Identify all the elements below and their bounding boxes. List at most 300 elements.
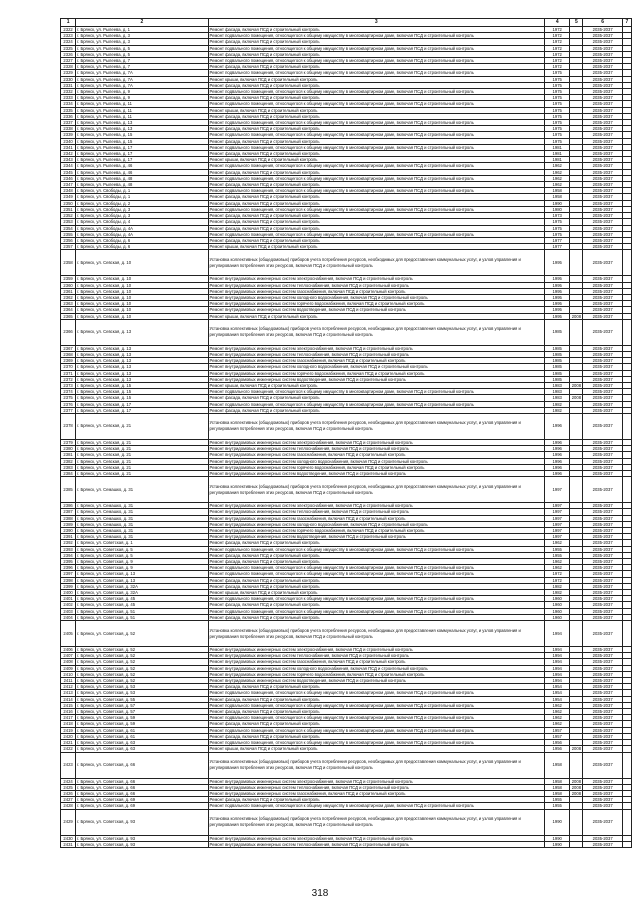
table-cell-col-1: 2373 xyxy=(61,382,76,388)
table-cell-col-3: Ремонт фасада, включая ПСД и строительный контроль xyxy=(208,696,545,702)
table-cell-col-1: 2387 xyxy=(61,509,76,515)
table-cell-col-4: 1982 xyxy=(545,407,570,413)
table-cell-col-4: 1975 xyxy=(545,126,570,132)
table-cell-col-5: 2008 xyxy=(571,313,582,319)
table-cell-col-4: 1957 xyxy=(545,727,570,733)
table-cell-col-4: 1962 xyxy=(545,721,570,727)
table-cell-col-4: 1985 xyxy=(545,370,570,376)
table-cell-col-1: 2353 xyxy=(61,219,76,225)
table-cell-col-2: г. Брянск, ул. Советская, д. 32А xyxy=(76,590,208,596)
table-cell-col-2: г. Брянск, ул. Рылеева, д. 7 xyxy=(76,64,208,70)
table-cell-col-6: 2035-2037 xyxy=(583,602,622,608)
table-cell-col-2: г. Брянск, ул. Советская, д. 45 xyxy=(76,602,208,608)
table-cell-col-2: г. Брянск, ул. Советская, д. 9 xyxy=(76,559,208,565)
table-cell-col-3: Ремонт фасада, включая ПСД и строительный контроль xyxy=(208,721,545,727)
table-cell-col-3: Ремонт фасада, включая ПСД и строительный контроль xyxy=(208,194,545,200)
table-cell-col-3: Ремонт внутридомовых инженерных систем газоснабжения, включая ПСД и строительный контроль xyxy=(208,358,545,364)
table-cell-col-2: г. Брянск, ул. Советская, д. 53 xyxy=(76,684,208,690)
table-cell-col-3: Установка коллективных (общедомовых) приборов учета потребления ресурсов, необходимых для предоставления коммунальных услуг, и узлов управления и регулирования потребления этих ресурсов, включая ПСД и строительный контроль xyxy=(208,413,545,439)
table-cell-col-1: 2395 xyxy=(61,559,76,565)
table-cell-col-3: Ремонт внутридомовых инженерных систем электроснабжения, включая ПСД и строительный контроль xyxy=(208,835,545,841)
table-cell-col-2: г. Брянск, ул. Севская, д. 10 xyxy=(76,313,208,319)
table-cell-col-6: 2035-2037 xyxy=(583,395,622,401)
table-cell-col-1: 2337 xyxy=(61,120,76,126)
table-cell-col-3: Ремонт внутридомовых инженерных систем холодного водоснабжения, включая ПСД и строительный контроль xyxy=(208,458,545,464)
table-cell-col-2: г. Брянск, ул. Советская, д. 55 xyxy=(76,696,208,702)
table-cell-col-6: 2035-2037 xyxy=(583,175,622,181)
table-cell-col-2: г. Брянск, ул. Севская, д. 10 xyxy=(76,250,208,276)
table-cell-col-2: г. Брянск, ул. Советская, д. 5 xyxy=(76,552,208,558)
table-cell-col-3: Ремонт подвального помещения, относящегося к общему имуществу в многоквартирном доме, включая ПСД и строительный контроль xyxy=(208,401,545,407)
table-cell-col-2: г. Брянск, ул. Советская, д. 52 xyxy=(76,659,208,665)
table-cell-col-2: г. Брянск, ул. Семашко, д. 31 xyxy=(76,534,208,540)
table-cell-col-2: г. Брянск, ул. Семашко, д. 31 xyxy=(76,528,208,534)
table-cell-col-2: г. Брянск, ул. Севская, д. 21 xyxy=(76,470,208,476)
table-cell-col-5 xyxy=(570,621,583,647)
table-cell-col-4: 1975 xyxy=(545,225,570,231)
table-cell-col-1: 2334 xyxy=(61,101,76,107)
table-cell-col-6: 2035-2037 xyxy=(583,319,622,345)
table-cell-col-3: Ремонт фасада, включая ПСД и строительный контроль xyxy=(208,540,545,546)
table-cell-col-3: Ремонт подвального помещения, относящегося к общему имуществу в многоквартирном доме, включая ПСД и строительный контроль xyxy=(208,546,545,552)
table-cell-col-6: 2035-2037 xyxy=(583,684,622,690)
table-row xyxy=(61,752,632,778)
table-cell-col-6: 2035-2037 xyxy=(583,577,622,583)
table-cell-col-2: г. Брянск, ул. Советская, д. 93 xyxy=(76,835,208,841)
table-cell-col-4: 1995 xyxy=(545,288,570,294)
table-cell-col-3: Ремонт подвального помещения, относящегося к общему имуществу в многоквартирном доме, включая ПСД и строительный контроль xyxy=(208,727,545,733)
table-cell-col-4: 1975 xyxy=(545,89,570,95)
table-cell-col-2: г. Брянск, ул. Советская, д. 61 xyxy=(76,727,208,733)
table-cell-col-1: 2378 xyxy=(61,413,76,439)
table-cell-col-1: 2333 xyxy=(61,95,76,101)
table-cell-col-6: 2035-2037 xyxy=(583,809,622,835)
table-cell-col-4: 1962 xyxy=(545,182,570,188)
table-cell-col-1: 2327 xyxy=(61,58,76,64)
table-cell-col-4: 1955 xyxy=(545,803,570,809)
table-cell-col-6: 2035-2037 xyxy=(583,715,622,721)
table-cell-col-6: 2035-2037 xyxy=(583,835,622,841)
table-cell-col-6: 2035-2037 xyxy=(583,790,622,796)
table-cell-col-5 xyxy=(570,319,583,345)
table-cell-col-3: Ремонт фасада, включая ПСД и строительный контроль xyxy=(208,577,545,583)
table-cell-col-2: г. Брянск, ул. Советская, д. 57 xyxy=(76,709,208,715)
table-cell-col-6: 2035-2037 xyxy=(583,70,622,76)
table-cell-col-3: Ремонт подвального помещения, относящегося к общему имуществу в многоквартирном доме, включая ПСД и строительный контроль xyxy=(208,45,545,51)
table-cell-col-2: г. Брянск, ул. Севская, д. 10 xyxy=(76,288,208,294)
table-cell-col-6: 2035-2037 xyxy=(583,407,622,413)
table-cell-col-1: 2360 xyxy=(61,282,76,288)
table-cell-col-2: г. Брянск, ул. Свободы, д. 6 xyxy=(76,237,208,243)
table-body xyxy=(61,27,632,848)
table-cell-col-1: 2377 xyxy=(61,407,76,413)
table-cell-col-1: 2351 xyxy=(61,206,76,212)
table-cell-col-1: 2348 xyxy=(61,188,76,194)
table-header-row xyxy=(61,19,632,27)
table-cell-col-2: г. Брянск, ул. Советская, д. 63 xyxy=(76,740,208,746)
table-cell-col-1: 2324 xyxy=(61,39,76,45)
table-cell-col-6: 2035-2037 xyxy=(583,132,622,138)
table-cell-col-4: 1958 xyxy=(545,778,570,784)
table-cell-col-4: 1996 xyxy=(545,413,570,439)
table-cell-col-4: 1975 xyxy=(545,138,570,144)
table-cell-col-7 xyxy=(622,250,631,276)
table-cell-col-1: 2410 xyxy=(61,671,76,677)
table-cell-col-1: 2376 xyxy=(61,401,76,407)
table-cell-col-2: г. Брянск, ул. Севская, д. 21 xyxy=(76,446,208,452)
table-cell-col-1: 2406 xyxy=(61,647,76,653)
table-cell-col-2: г. Брянск, ул. Севская, д. 21 xyxy=(76,439,208,445)
table-cell-col-1: 2421 xyxy=(61,740,76,746)
table-cell-col-4: 1960 xyxy=(545,614,570,620)
table-cell-col-4: 1960 xyxy=(545,608,570,614)
table-cell-col-1: 2359 xyxy=(61,276,76,282)
table-cell-col-2: г. Брянск, ул. Семашко, д. 31 xyxy=(76,503,208,509)
table-cell-col-6: 2035-2037 xyxy=(583,503,622,509)
table-cell-col-4: 1996 xyxy=(545,470,570,476)
table-cell-col-1: 2343 xyxy=(61,157,76,163)
table-cell-col-4: 1975 xyxy=(545,76,570,82)
table-cell-col-6: 2035-2037 xyxy=(583,76,622,82)
table-cell-col-2: г. Брянск, ул. Советская, д. 5 xyxy=(76,546,208,552)
table-cell-col-4: 1958 xyxy=(545,752,570,778)
table-cell-col-2: г. Брянск, ул. Рылеева, д. 3 xyxy=(76,33,208,39)
table-cell-col-3: Ремонт фасада, включая ПСД и строительный контроль xyxy=(208,95,545,101)
table-cell-col-2: г. Брянск, ул. Рылеева, д. 46 xyxy=(76,169,208,175)
table-cell-col-4: 1972 xyxy=(545,64,570,70)
table-cell-col-6: 2035-2037 xyxy=(583,803,622,809)
table-cell-col-6: 2035-2037 xyxy=(583,163,622,169)
table-cell-col-1: 2341 xyxy=(61,144,76,150)
table-cell-col-6: 2035-2037 xyxy=(583,721,622,727)
table-cell-col-1: 2418 xyxy=(61,721,76,727)
table-cell-col-1: 2368 xyxy=(61,351,76,357)
table-cell-col-2: г. Брянск, ул. Советская, д. 69 xyxy=(76,797,208,803)
table-cell-col-3: Ремонт внутридомовых инженерных систем теплоснабжения, включая ПСД и строительный контроль xyxy=(208,509,545,515)
table-cell-col-3: Ремонт внутридомовых инженерных систем теплоснабжения, включая ПСД и строительный контроль xyxy=(208,446,545,452)
table-cell-col-1: 2371 xyxy=(61,370,76,376)
table-cell-col-2: г. Брянск, ул. Советская, д. 53 xyxy=(76,690,208,696)
table-cell-col-4: 1962 xyxy=(545,565,570,571)
table-cell-col-4: 1985 xyxy=(545,319,570,345)
table-cell-col-7 xyxy=(622,809,631,835)
table-cell-col-3: Ремонт фасада, включая ПСД и строительный контроль xyxy=(208,51,545,57)
table-cell-col-4: 1994 xyxy=(545,671,570,677)
table-cell-col-3: Ремонт фасада, включая ПСД и строительный контроль xyxy=(208,733,545,739)
table-cell-col-6: 2035-2037 xyxy=(583,276,622,282)
table-cell-col-4: 1975 xyxy=(545,231,570,237)
table-cell-col-2: г. Брянск, ул. Советская, д. 93 xyxy=(76,841,208,847)
table-cell-col-2: г. Брянск, ул. Советская, д. 13 xyxy=(76,571,208,577)
table-cell-col-4: 1975 xyxy=(545,101,570,107)
table-cell-col-6: 2035-2037 xyxy=(583,509,622,515)
table-cell-col-6: 2035-2037 xyxy=(583,439,622,445)
table-cell-col-3: Ремонт подвального помещения, относящегося к общему имуществу в многоквартирном доме, включая ПСД и строительный контроль xyxy=(208,188,545,194)
table-cell-col-4: 1985 xyxy=(545,376,570,382)
table-cell-col-2: г. Брянск, ул. Советская, д. 45 xyxy=(76,596,208,602)
table-cell-col-6: 2035-2037 xyxy=(583,151,622,157)
table-cell-col-3: Ремонт фасада, включая ПСД и строительный контроль xyxy=(208,709,545,715)
table-cell-col-2: г. Брянск, ул. Севская, д. 15 xyxy=(76,382,208,388)
table-cell-col-3: Ремонт внутридомовых инженерных систем холодного водоснабжения, включая ПСД и строительный контроль xyxy=(208,364,545,370)
table-cell-col-4: 1975 xyxy=(545,113,570,119)
table-cell-col-6: 2035-2037 xyxy=(583,27,622,33)
table-cell-col-2: г. Брянск, ул. Советская, д. 52 xyxy=(76,665,208,671)
table-cell-col-5 xyxy=(570,413,583,439)
table-cell-col-1: 2402 xyxy=(61,602,76,608)
table-cell-col-1: 2427 xyxy=(61,797,76,803)
table-cell-col-2: г. Брянск, ул. Севская, д. 15 xyxy=(76,395,208,401)
table-cell-col-2: г. Брянск, ул. Семашко, д. 31 xyxy=(76,477,208,503)
table-cell-col-6: 2035-2037 xyxy=(583,169,622,175)
table-cell-col-1: 2383 xyxy=(61,464,76,470)
table-cell-col-4: 1962 xyxy=(545,163,570,169)
table-cell-col-1: 2350 xyxy=(61,200,76,206)
table-cell-col-6: 2035-2037 xyxy=(583,95,622,101)
table-cell-col-6: 2035-2037 xyxy=(583,82,622,88)
table-cell-col-1: 2386 xyxy=(61,503,76,509)
table-cell-col-6: 2035-2037 xyxy=(583,33,622,39)
table-cell-col-1: 2338 xyxy=(61,126,76,132)
table-cell-col-6: 2035-2037 xyxy=(583,665,622,671)
table-cell-col-2: г. Брянск, ул. Советская, д. 52 xyxy=(76,647,208,653)
table-cell-col-1: 2344 xyxy=(61,163,76,169)
table-cell-col-2: г. Брянск, ул. Рылеева, д. 11 xyxy=(76,101,208,107)
table-cell-col-6: 2035-2037 xyxy=(583,621,622,647)
document-sheet xyxy=(60,18,632,848)
table-cell-col-3: Ремонт фасада, включая ПСД и строительный контроль xyxy=(208,583,545,589)
table-cell-col-4: 1958 xyxy=(545,784,570,790)
table-cell-col-2: г. Брянск, ул. Рылеева, д. 7А xyxy=(76,70,208,76)
table-cell-col-3: Ремонт крыши, включая ПСД и строительный контроль xyxy=(208,244,545,250)
table-cell-col-3: Установка коллективных (общедомовых) приборов учета потребления ресурсов, необходимых для предоставления коммунальных услуг, и узлов управления и регулирования потребления этих ресурсов, включая ПСД и строительный контроль xyxy=(208,319,545,345)
table-cell-col-5: 2008 xyxy=(571,778,582,784)
table-cell-col-2: г. Брянск, ул. Советская, д. 52 xyxy=(76,653,208,659)
table-cell-col-3: Ремонт подвального помещения, относящегося к общему имуществу в многоквартирном доме, включая ПСД и строительный контроль xyxy=(208,715,545,721)
table-cell-col-3: Ремонт фасада, включая ПСД и строительный контроль xyxy=(208,559,545,565)
table-cell-col-2: г. Брянск, ул. Рылеева, д. 48 xyxy=(76,175,208,181)
table-cell-col-1: 2398 xyxy=(61,577,76,583)
table-cell-col-3: Ремонт фасада, включая ПСД и строительный контроль xyxy=(208,602,545,608)
table-cell-col-2: г. Брянск, ул. Советская, д. 66 xyxy=(76,790,208,796)
table-cell-col-6: 2035-2037 xyxy=(583,470,622,476)
table-cell-col-4: 1958 xyxy=(545,790,570,796)
table-cell-col-1: 2375 xyxy=(61,395,76,401)
table-row xyxy=(61,413,632,439)
table-cell-col-6: 2035-2037 xyxy=(583,565,622,571)
table-cell-col-3: Ремонт фасада, включая ПСД и строительный контроль xyxy=(208,27,545,33)
table-cell-col-2: г. Брянск, ул. Советская, д. 1 xyxy=(76,540,208,546)
table-cell-col-4: 1977 xyxy=(545,244,570,250)
table-cell-col-3: Ремонт фасада, включая ПСД и строительный контроль xyxy=(208,39,545,45)
table-cell-col-2: г. Брянск, ул. Севская, д. 13 xyxy=(76,351,208,357)
table-cell-col-4: 1995 xyxy=(545,301,570,307)
table-cell-col-3: Ремонт фасада, включая ПСД и строительный контроль xyxy=(208,552,545,558)
table-cell-col-3: Ремонт внутридомовых инженерных систем горячего водоснабжения, включая ПСД и строительный контроль xyxy=(208,528,545,534)
table-cell-col-2: г. Брянск, ул. Рылеева, д. 17 xyxy=(76,144,208,150)
table-cell-col-4: 1982 xyxy=(545,401,570,407)
table-cell-col-4: 1983 xyxy=(545,389,570,395)
table-cell-col-2: г. Брянск, ул. Севская, д. 13 xyxy=(76,376,208,382)
table-cell-col-4: 1990 xyxy=(545,841,570,847)
table-cell-col-6: 2035-2037 xyxy=(583,219,622,225)
table-row xyxy=(61,809,632,835)
table-cell-col-3: Ремонт подвального помещения, относящегося к общему имуществу в многоквартирном доме, включая ПСД и строительный контроль xyxy=(208,231,545,237)
table-cell-col-6: 2035-2037 xyxy=(583,345,622,351)
table-cell-col-6: 2035-2037 xyxy=(583,797,622,803)
table-cell-col-6: 2035-2037 xyxy=(583,213,622,219)
table-cell-col-2: г. Брянск, ул. Рылеева, д. 9 xyxy=(76,89,208,95)
table-cell-col-6: 2035-2037 xyxy=(583,521,622,527)
table-cell-col-6: 2035-2037 xyxy=(583,528,622,534)
table-cell-col-1: 2379 xyxy=(61,439,76,445)
table-cell-col-4: 1985 xyxy=(545,351,570,357)
page-number: 318 xyxy=(311,888,329,899)
table-cell-col-4: 1972 xyxy=(545,27,570,33)
table-cell-col-4: 1996 xyxy=(545,464,570,470)
table-cell-col-1: 2332 xyxy=(61,89,76,95)
table-cell-col-6: 2035-2037 xyxy=(583,446,622,452)
table-cell-col-6: 2035-2037 xyxy=(583,727,622,733)
table-cell-col-4: 1982 xyxy=(545,583,570,589)
table-cell-col-4: 1958 xyxy=(545,194,570,200)
table-cell-col-6: 2035-2037 xyxy=(583,370,622,376)
table-cell-col-1: 2323 xyxy=(61,33,76,39)
table-cell-col-6: 2035-2037 xyxy=(583,364,622,370)
table-cell-col-2: г. Брянск, ул. Севская, д. 13 xyxy=(76,345,208,351)
table-cell-col-1: 2409 xyxy=(61,665,76,671)
table-cell-col-1: 2352 xyxy=(61,213,76,219)
table-cell-col-1: 2363 xyxy=(61,301,76,307)
table-cell-col-6: 2035-2037 xyxy=(583,559,622,565)
table-cell-col-1: 2416 xyxy=(61,709,76,715)
table-cell-col-1: 2411 xyxy=(61,678,76,684)
table-cell-col-7 xyxy=(622,621,631,647)
table-cell-col-3: Ремонт внутридомовых инженерных систем электроснабжения, включая ПСД и строительный контроль xyxy=(208,647,545,653)
table-cell-col-1: 2384 xyxy=(61,470,76,476)
table-cell-col-3: Ремонт внутридомовых инженерных систем теплоснабжения, включая ПСД и строительный контроль xyxy=(208,351,545,357)
table-cell-col-3: Установка коллективных (общедомовых) приборов учета потребления ресурсов, необходимых для предоставления коммунальных услуг, и узлов управления и регулирования потребления этих ресурсов, включая ПСД и строительный контроль xyxy=(208,250,545,276)
table-cell-col-4: 1972 xyxy=(545,39,570,45)
table-cell-col-3: Ремонт подвального помещения, относящегося к общему имуществу в многоквартирном доме, включая ПСД и строительный контроль xyxy=(208,89,545,95)
table-cell-col-7 xyxy=(622,841,631,847)
table-cell-col-3: Ремонт фасада, включая ПСД и строительный контроль xyxy=(208,225,545,231)
table-cell-col-1: 2374 xyxy=(61,389,76,395)
table-cell-col-6: 2035-2037 xyxy=(583,389,622,395)
table-cell-col-3: Ремонт внутридомовых инженерных систем электроснабжения, включая ПСД и строительный контроль xyxy=(208,345,545,351)
table-cell-col-4: 1994 xyxy=(545,665,570,671)
table-row xyxy=(61,841,632,847)
table-cell-col-4: 1962 xyxy=(545,709,570,715)
table-cell-col-4: 1985 xyxy=(545,358,570,364)
table-cell-col-3: Ремонт подвального помещения, относящегося к общему имуществу в многоквартирном доме, включая ПСД и строительный контроль xyxy=(208,571,545,577)
table-cell-col-3: Ремонт подвального помещения, относящегося к общему имуществу в многоквартирном доме, включая ПСД и строительный контроль xyxy=(208,690,545,696)
table-cell-col-4: 1995 xyxy=(545,313,570,319)
table-cell-col-6: 2035-2037 xyxy=(583,113,622,119)
table-cell-col-4: 1990 xyxy=(545,835,570,841)
header-col-2: 2 xyxy=(76,19,208,27)
table-cell-col-3: Ремонт подвального помещения, относящегося к общему имуществу в многоквартирном доме, включая ПСД и строительный контроль xyxy=(208,740,545,746)
table-cell-col-6: 2035-2037 xyxy=(583,294,622,300)
table-cell-col-4: 1994 xyxy=(545,621,570,647)
table-cell-col-1: 2380 xyxy=(61,446,76,452)
table-cell-col-4: 1996 xyxy=(545,439,570,445)
table-cell-col-2: г. Брянск, ул. Рылеева, д. 5 xyxy=(76,45,208,51)
table-cell-col-2: г. Брянск, ул. Севская, д. 15 xyxy=(76,389,208,395)
table-cell-col-6: 2035-2037 xyxy=(583,107,622,113)
table-cell-col-2: г. Брянск, ул. Советская, д. 59 xyxy=(76,715,208,721)
table-cell-col-6: 2035-2037 xyxy=(583,89,622,95)
table-cell-col-6: 2035-2037 xyxy=(583,740,622,746)
table-cell-col-1: 2391 xyxy=(61,534,76,540)
table-cell-col-3: Ремонт внутридомовых инженерных систем электроснабжения, включая ПСД и строительный контроль xyxy=(208,439,545,445)
table-cell-col-2: г. Брянск, ул. Советская, д. 61 xyxy=(76,733,208,739)
table-cell-col-3: Ремонт подвального помещения, относящегося к общему имуществу в многоквартирном доме, включая ПСД и строительный контроль xyxy=(208,58,545,64)
table-cell-col-1: 2326 xyxy=(61,51,76,57)
table-cell-col-1: 2357 xyxy=(61,244,76,250)
table-cell-col-3: Ремонт крыши, включая ПСД и строительный контроль xyxy=(208,107,545,113)
table-cell-col-1: 2405 xyxy=(61,621,76,647)
table-cell-col-1: 2415 xyxy=(61,702,76,708)
table-cell-col-5: 2008 xyxy=(571,382,582,388)
table-cell-col-4: 1975 xyxy=(545,70,570,76)
table-cell-col-1: 2404 xyxy=(61,614,76,620)
table-cell-col-6: 2035-2037 xyxy=(583,358,622,364)
table-cell-col-4: 1995 xyxy=(545,307,570,313)
table-cell-col-6: 2035-2037 xyxy=(583,351,622,357)
table-cell-col-4: 1954 xyxy=(545,696,570,702)
table-cell-col-3: Установка коллективных (общедомовых) приборов учета потребления ресурсов, необходимых для предоставления коммунальных услуг, и узлов управления и регулирования потребления этих ресурсов, включая ПСД и строительный контроль xyxy=(208,477,545,503)
table-cell-col-2: г. Брянск, ул. Советская, д. 66 xyxy=(76,778,208,784)
table-cell-col-1: 2422 xyxy=(61,746,76,752)
table-cell-col-2: г. Брянск, ул. Советская, д. 32А xyxy=(76,583,208,589)
table-cell-col-4: 1962 xyxy=(545,702,570,708)
table-cell-col-6: 2035-2037 xyxy=(583,194,622,200)
table-cell-col-4: 1955 xyxy=(545,552,570,558)
table-cell-col-1: 2389 xyxy=(61,521,76,527)
table-cell-col-4: 1985 xyxy=(545,364,570,370)
table-cell-col-1: 2407 xyxy=(61,653,76,659)
table-cell-col-4: 1962 xyxy=(545,559,570,565)
table-cell-col-1: 2401 xyxy=(61,596,76,602)
table-cell-col-6: 2035-2037 xyxy=(583,382,622,388)
table-cell-col-2: г. Брянск, ул. Советская, д. 52 xyxy=(76,671,208,677)
table-cell-col-3: Ремонт крыши, включая ПСД и строительный контроль xyxy=(208,313,545,319)
table-cell-col-2: г. Брянск, ул. Севская, д. 13 xyxy=(76,364,208,370)
table-cell-col-2: г. Брянск, ул. Рылеева, д. 7А xyxy=(76,82,208,88)
table-cell-col-1: 2424 xyxy=(61,778,76,784)
table-cell-col-6: 2035-2037 xyxy=(583,696,622,702)
table-cell-col-6: 2035-2037 xyxy=(583,288,622,294)
table-cell-col-3: Ремонт фасада, включая ПСД и строительный контроль xyxy=(208,169,545,175)
table-cell-col-2: г. Брянск, ул. Советская, д. 59 xyxy=(76,721,208,727)
table-cell-col-6: 2035-2037 xyxy=(583,540,622,546)
table-cell-col-3: Ремонт фасада, включая ПСД и строительный контроль xyxy=(208,82,545,88)
table-cell-col-6: 2035-2037 xyxy=(583,39,622,45)
table-cell-col-1: 2420 xyxy=(61,733,76,739)
table-cell-col-3: Ремонт фасада, включая ПСД и строительный контроль xyxy=(208,200,545,206)
table-cell-col-3: Ремонт внутридомовых инженерных систем горячего водоснабжения, включая ПСД и строительный контроль xyxy=(208,464,545,470)
table-cell-col-3: Ремонт подвального помещения, относящегося к общему имуществу в многоквартирном доме, включая ПСД и строительный контроль xyxy=(208,702,545,708)
table-cell-col-6: 2035-2037 xyxy=(583,401,622,407)
table-cell-col-2: г. Брянск, ул. Рылеева, д. 5 xyxy=(76,51,208,57)
table-cell-col-4: 1972 xyxy=(545,51,570,57)
table-cell-col-2: г. Брянск, ул. Рылеева, д. 11 xyxy=(76,113,208,119)
table-cell-col-3: Ремонт внутридомовых инженерных систем водоотведения, включая ПСД и строительный контроль xyxy=(208,678,545,684)
table-cell-col-6: 2035-2037 xyxy=(583,120,622,126)
table-cell-col-1: 2331 xyxy=(61,82,76,88)
table-cell-col-4: 1994 xyxy=(545,659,570,665)
